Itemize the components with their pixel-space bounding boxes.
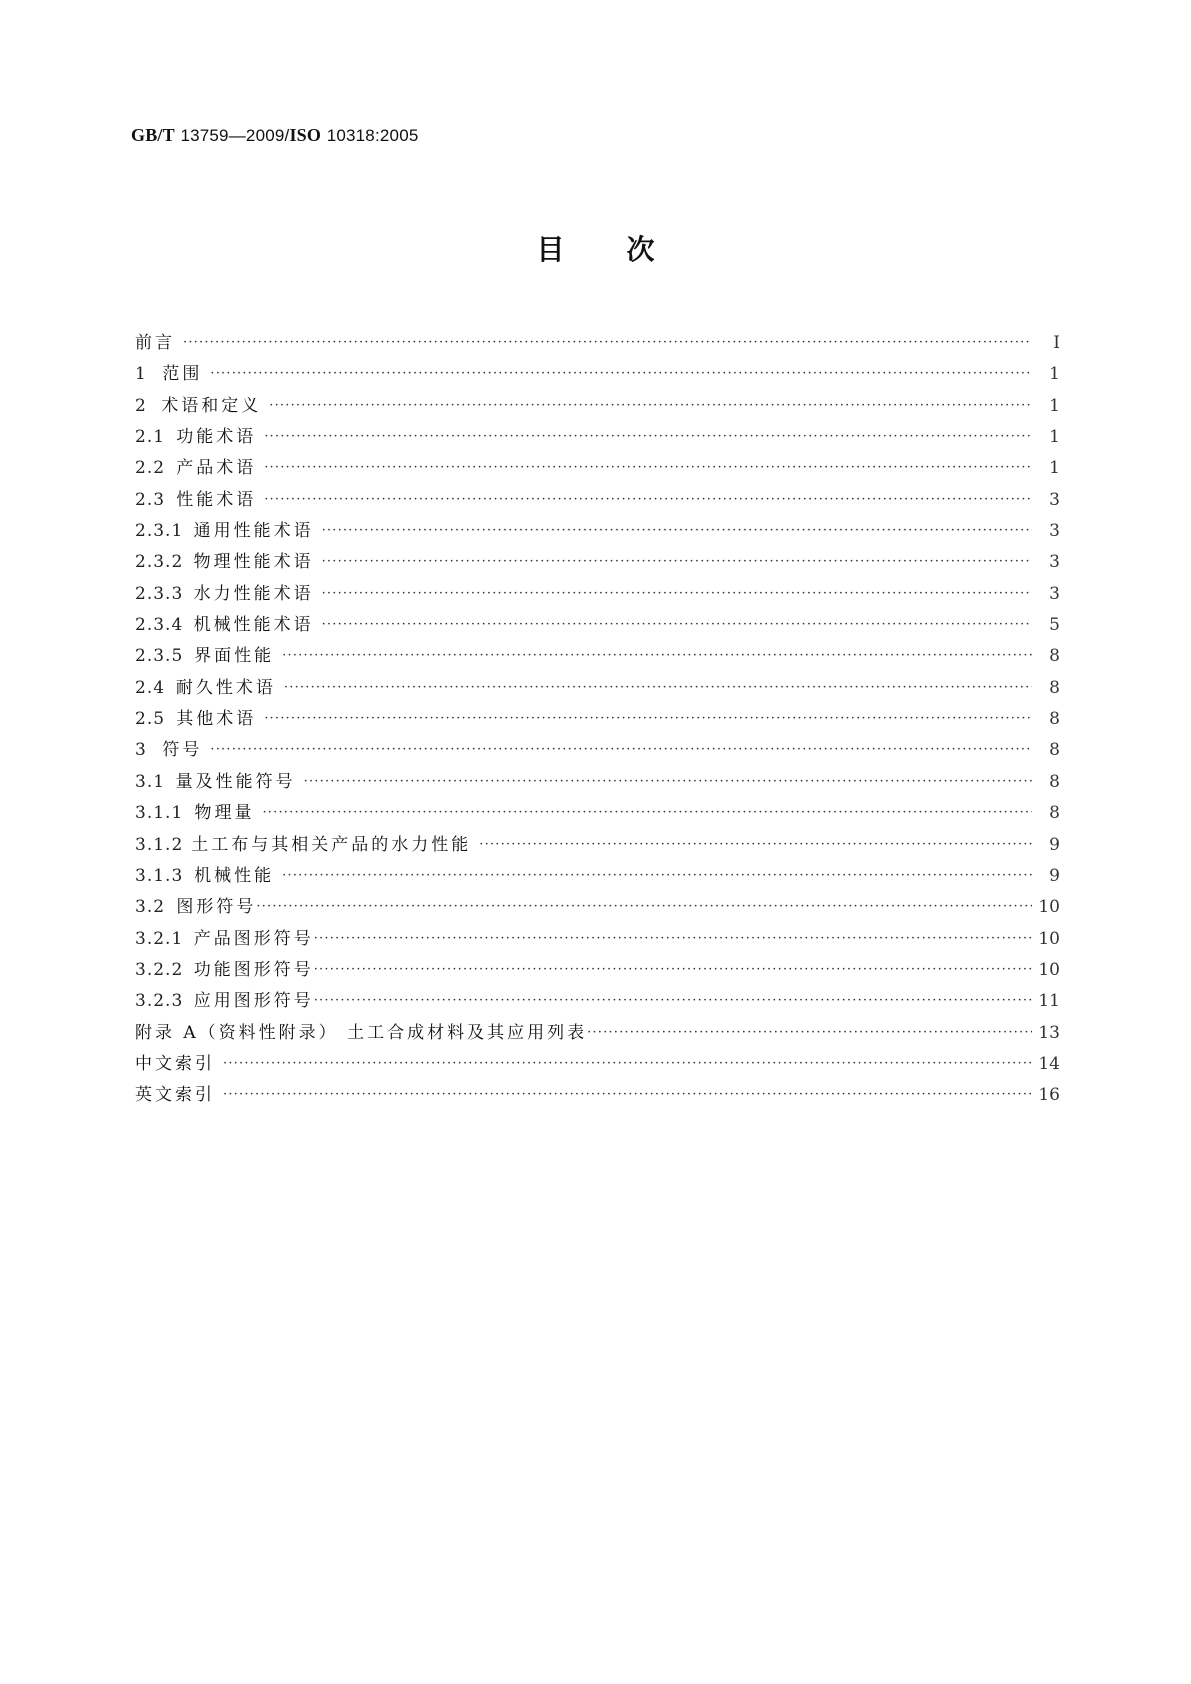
toc-entry-number: 2.3.3	[135, 583, 184, 604]
toc-entry-number: 2.3.1	[135, 521, 184, 542]
toc-dot-leader	[256, 891, 1032, 922]
toc-entry-page: 8	[1049, 771, 1060, 792]
toc-entry-number: 2.5	[135, 709, 166, 730]
toc-entry-label: 物理性能术语	[193, 552, 314, 573]
toc-entry-page: 3	[1049, 489, 1060, 510]
toc-entry[interactable]	[135, 735, 1060, 766]
toc-dot-leader	[282, 860, 1032, 891]
toc-dot-leader	[183, 327, 1032, 358]
toc-entry-number: 2.3.2	[135, 552, 184, 573]
toc-entry-label: 术语和定义	[161, 395, 262, 416]
toc-entry[interactable]	[135, 641, 1060, 672]
toc-entry[interactable]	[135, 1080, 1060, 1111]
toc-dot-leader	[322, 515, 1032, 546]
toc-entry-page: 8	[1049, 677, 1060, 698]
toc-entry[interactable]	[135, 1018, 1060, 1049]
toc-entry-label: 中文索引	[135, 1053, 215, 1074]
toc-entry[interactable]	[135, 767, 1060, 798]
toc-entry-page: 9	[1049, 834, 1060, 855]
toc-entry[interactable]	[135, 422, 1060, 453]
toc-entry[interactable]	[135, 359, 1060, 390]
toc-entry-page: 11	[1038, 991, 1060, 1012]
toc-entry-number: 3.1.3	[135, 865, 184, 886]
toc-entry-page: Ⅰ	[1053, 333, 1060, 353]
toc-dot-leader	[304, 766, 1032, 797]
toc-entry-number: 2.3.5	[135, 646, 184, 667]
toc-entry-page: 1	[1049, 458, 1060, 479]
toc-entry[interactable]	[135, 892, 1060, 923]
toc-entry-page: 1	[1049, 427, 1060, 448]
toc-entry-number: 2.3.4	[135, 615, 184, 636]
toc-entry[interactable]	[135, 798, 1060, 829]
toc-dot-leader	[264, 452, 1032, 483]
toc-entry-number: 3.1.2	[135, 834, 184, 855]
toc-entry-page: 3	[1049, 552, 1060, 573]
toc-entry-page: 1	[1049, 364, 1060, 385]
toc-entry-label: 机械性能术语	[193, 615, 314, 636]
toc-entry-number: 2.4	[135, 677, 166, 698]
toc-entry-page: 3	[1049, 521, 1060, 542]
toc-entry[interactable]	[135, 830, 1060, 861]
toc-entry-page: 1	[1049, 395, 1060, 416]
toc-entry-label: 范围	[162, 364, 203, 385]
toc-entry-label: 量及性能符号	[175, 771, 296, 792]
toc-entry-number: 3.2.2	[135, 959, 184, 980]
toc-entry[interactable]	[135, 673, 1060, 704]
toc-entry-page: 16	[1038, 1085, 1060, 1106]
toc-entry-label: 水力性能术语	[193, 583, 314, 604]
toc-dot-leader	[284, 672, 1032, 703]
toc-entry-label: 机械性能	[194, 865, 275, 886]
toc-entry-label: 土工布与其相关产品的水力性能	[191, 834, 472, 855]
toc-entry-page: 8	[1049, 709, 1060, 730]
page-title: 目次	[536, 233, 717, 266]
toc-entry-page: 10	[1038, 959, 1060, 980]
toc-dot-leader	[269, 390, 1032, 421]
toc-dot-leader	[262, 797, 1032, 828]
toc-dot-leader	[322, 546, 1032, 577]
toc-entry[interactable]	[135, 986, 1060, 1017]
toc-entry-label: 产品图形符号	[193, 928, 314, 949]
toc-dot-leader	[322, 578, 1032, 609]
toc-entry-label: 耐久性术语	[175, 677, 276, 698]
toc-entry[interactable]	[135, 547, 1060, 578]
toc-entry-label: 英文索引	[135, 1085, 215, 1106]
toc-entry-label: 前言	[135, 333, 175, 353]
toc-entry-label: 通用性能术语	[193, 521, 314, 542]
iso-prefix: ISO	[289, 125, 322, 145]
toc-entry[interactable]	[135, 610, 1060, 641]
toc-dot-leader	[587, 1017, 1032, 1048]
toc-dot-leader	[223, 1079, 1032, 1110]
toc-entry-number: 2.2	[135, 458, 166, 479]
std-number: 13759—2009/	[180, 126, 290, 145]
std-prefix: GB/T	[131, 125, 175, 145]
toc-entry-page: 3	[1049, 583, 1060, 604]
toc-entry-number: 3.1.1	[135, 803, 184, 824]
toc-entry-label: 符号	[162, 740, 203, 761]
toc-entry-label: 界面性能	[194, 646, 275, 667]
toc-entry-page: 10	[1038, 928, 1060, 949]
toc-entry-page: 5	[1049, 615, 1060, 636]
toc-entry-label: 物理量	[194, 803, 255, 824]
toc-dot-leader	[210, 358, 1032, 389]
toc-entry-number: 2.1	[135, 427, 166, 448]
toc-entry-label: 其他术语	[176, 709, 257, 730]
toc-entry-label: 应用图形符号	[193, 991, 314, 1012]
toc-entry-number: 3	[135, 740, 147, 761]
toc-entry[interactable]	[135, 955, 1060, 986]
toc-entry-page: 8	[1049, 646, 1060, 667]
toc-dot-leader	[264, 703, 1032, 734]
toc-dot-leader	[210, 734, 1032, 765]
toc-dot-leader	[282, 640, 1032, 671]
toc-dot-leader	[314, 985, 1032, 1016]
toc-entry[interactable]	[135, 579, 1060, 610]
toc-entry-page: 9	[1049, 865, 1060, 886]
toc-entry[interactable]	[135, 924, 1060, 955]
toc-entry[interactable]	[135, 485, 1060, 516]
toc-entry-number: 3.2	[135, 897, 166, 918]
toc-dot-leader	[264, 421, 1032, 452]
toc-dot-leader	[314, 954, 1032, 985]
toc-entry-label: 附录 A（资料性附录） 土工合成材料及其应用列表	[135, 1022, 588, 1043]
toc-dot-leader	[314, 923, 1032, 954]
toc-entry-page: 8	[1049, 803, 1060, 824]
toc-entry-label: 功能图形符号	[193, 959, 314, 980]
toc-entry-page: 13	[1038, 1022, 1060, 1043]
toc-entry-label: 性能术语	[176, 489, 257, 510]
toc-dot-leader	[322, 609, 1032, 640]
toc-entry[interactable]	[135, 1049, 1060, 1080]
toc-entry-page: 14	[1038, 1053, 1060, 1074]
toc-entry[interactable]	[135, 453, 1060, 484]
toc-entry[interactable]	[135, 328, 1060, 359]
toc-entry-number: 3.2.3	[135, 991, 184, 1012]
toc-entry-page: 10	[1038, 897, 1060, 918]
toc-entry[interactable]	[135, 516, 1060, 547]
toc-entry-page: 8	[1049, 740, 1060, 761]
toc-entry-number: 3.2.1	[135, 928, 184, 949]
toc-entry-label: 产品术语	[176, 458, 257, 479]
toc-entry[interactable]	[135, 861, 1060, 892]
toc-entry-label: 功能术语	[176, 427, 257, 448]
toc-dot-leader	[264, 484, 1032, 515]
toc-entry-number: 2	[135, 395, 147, 416]
toc-entry[interactable]	[135, 391, 1060, 422]
standard-header	[131, 125, 419, 146]
toc-entry-number: 2.3	[135, 489, 166, 510]
toc-entry-label: 图形符号	[176, 897, 257, 918]
toc-dot-leader	[223, 1048, 1032, 1079]
iso-number: 10318:2005	[326, 126, 419, 145]
toc-entry[interactable]	[135, 704, 1060, 735]
toc-dot-leader	[479, 829, 1032, 860]
toc-entry-number: 1	[135, 364, 147, 385]
table-of-contents	[135, 328, 1060, 1112]
toc-entry-number: 3.1	[135, 771, 166, 792]
